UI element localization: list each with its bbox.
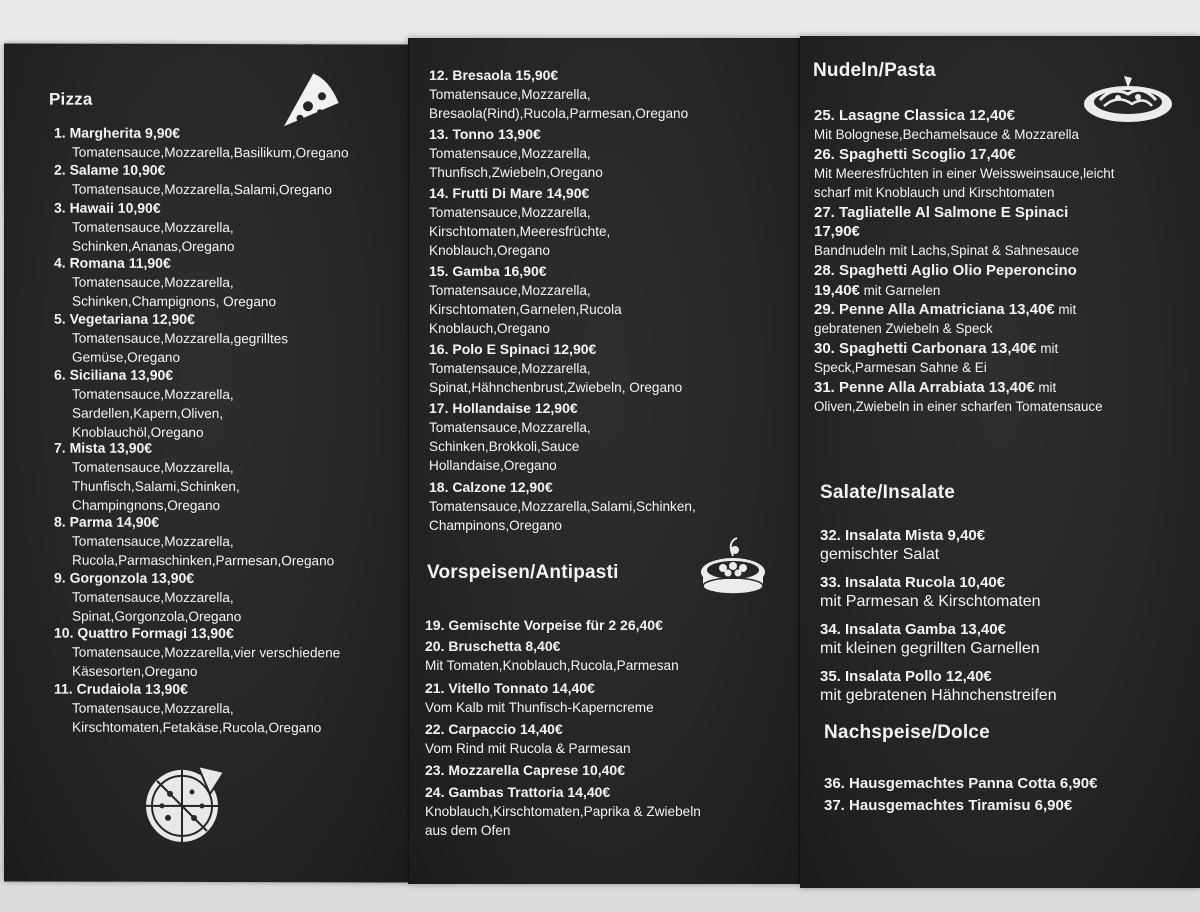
menu-item-description: Hollandaise,Oregano: [429, 458, 557, 474]
menu-item: [824, 774, 1097, 793]
menu-item: [429, 262, 622, 338]
menu-item: [814, 300, 1076, 338]
menu-item: [429, 399, 591, 475]
menu-item-description: Champingnons,Oregano: [72, 498, 221, 514]
menu-item-description: Sardellen,Kapern,Oliven,: [72, 405, 224, 421]
menu-item: [814, 145, 1114, 202]
menu-panel-middle: [408, 38, 800, 884]
menu-item: [814, 281, 940, 300]
menu-item: [814, 222, 1079, 260]
menu-item-title: 12. Bresaola 15,90€: [429, 67, 559, 83]
menu-item-description: Tomatensauce,Mozzarella,: [72, 460, 234, 476]
menu-item-description: Schinken,Brokkoli,Sauce: [429, 439, 580, 455]
menu-item-description: Champinons,Oregano: [429, 517, 562, 533]
menu-item-title: 16. Polo E Spinaci 12,90€: [429, 341, 597, 358]
menu-item-description: Tomatensauce,Mozzarella,: [72, 386, 234, 402]
menu-item: [814, 203, 1068, 222]
menu-item-note: mit Garnelen: [859, 282, 941, 298]
menu-item-description: Tomatensauce,Mozzarella,Salami,Schinken,: [429, 498, 696, 514]
menu-item: [54, 439, 240, 515]
menu-item-description: scharf mit Knoblauch und Kirschtomaten: [814, 184, 1055, 200]
menu-item-title: 18. Calzone 12,90€: [429, 478, 553, 495]
menu-item-title: 5. Vegetariana 12,90€: [54, 310, 195, 327]
menu-item-description: Tomatensauce,Mozzarella,Salami,Oregano: [72, 182, 332, 198]
menu-item-title: 31. Penne Alla Arrabiata 13,40€: [814, 378, 1035, 396]
menu-item-description: Tomatensauce,Mozzarella,: [72, 219, 234, 235]
menu-item-description: Speck,Parmesan Sahne & Ei: [814, 359, 987, 375]
menu-item-title: 9. Gorgonzola 13,90€: [54, 569, 195, 586]
menu-item-description: Vom Kalb mit Thunfisch-Kaperncreme: [425, 699, 654, 715]
menu-item: [54, 680, 321, 738]
menu-item-title: 13. Tonno 13,90€: [429, 125, 541, 142]
menu-item: [429, 125, 603, 182]
menu-item-title: 19,40€: [814, 281, 860, 299]
menu-item-description: Tomatensauce,Mozzarella,: [429, 283, 591, 298]
menu-item-note: mit: [1036, 340, 1059, 356]
menu-item-title: 14. Frutti Di Mare 14,90€: [429, 184, 590, 201]
cake-icon: [697, 532, 769, 596]
menu-item-description: gebratenen Zwiebeln & Speck: [814, 321, 993, 336]
menu-item-title: 29. Penne Alla Amatriciana 13,40€: [814, 301, 1055, 318]
menu-item-title: 4. Romana 11,90€: [54, 254, 171, 272]
menu-item-title: 2. Salame 10,90€: [54, 161, 166, 179]
menu-item: [425, 761, 625, 780]
menu-item: [820, 667, 1057, 705]
menu-item-description: Tomatensauce,Mozzarella,: [429, 361, 591, 377]
menu-item-description: Mit Bolognese,Bechamelsauce & Mozzarella: [814, 127, 1079, 142]
menu-item-title: 36. Hausgemachtes Panna Cotta 6,90€: [824, 775, 1098, 792]
menu-item-title: 15. Gamba 16,90€: [429, 263, 547, 279]
menu-item: [54, 365, 234, 441]
menu-item-title: 11. Crudaiola 13,90€: [54, 680, 188, 697]
menu-item-title: 37. Hausgemachtes Tiramisu 6,90€: [824, 796, 1073, 814]
section-title-pizza: Pizza: [49, 89, 93, 109]
menu-item-title: 21. Vitello Tonnato 14,40€: [425, 679, 595, 696]
menu-item: [54, 310, 288, 368]
section-title-salads: Salate/Insalate: [820, 482, 956, 503]
menu-item-description: Vom Rind mit Rucola & Parmesan: [425, 741, 631, 756]
menu-item-description: Thunfisch,Zwiebeln,Oregano: [429, 164, 603, 180]
menu-item-description: Tomatensauce,Mozzarella,gegrilltes: [72, 330, 289, 347]
menu-item-description: Mit Meeresfrüchten in einer Weissweinsauce,leicht: [814, 165, 1115, 181]
menu-item-description: Tomatensauce,Mozzarella,: [72, 700, 234, 717]
menu-item: [429, 478, 696, 535]
menu-item-title: 20. Bruschetta 8,40€: [425, 638, 561, 655]
menu-panel-right: [800, 36, 1200, 888]
menu-item-title: 22. Carpaccio 14,40€: [425, 721, 563, 737]
menu-item-description: Knoblauch,Kirschtomaten,Paprika & Zwiebeln: [425, 803, 701, 819]
menu-item-title: 17. Hollandaise 12,90€: [429, 400, 578, 417]
menu-item-title: 7. Mista 13,90€: [54, 439, 153, 457]
menu-item-description: mit Parmesan & Kirschtomaten: [820, 593, 1041, 610]
menu-item: [820, 526, 985, 564]
menu-item: [54, 624, 340, 682]
menu-item: [425, 679, 654, 717]
menu-item-description: Tomatensauce,Mozzarella,vier verschiedene: [72, 645, 341, 661]
menu-item-description: Knoblauch,Oregano: [429, 321, 550, 336]
section-title-pasta: Nudeln/Pasta: [813, 60, 936, 81]
menu-item-description: Spinat,Hähnchenbrust,Zwiebeln, Oregano: [429, 380, 683, 396]
menu-item: [54, 513, 334, 571]
menu-item-title: 6. Siciliana 13,90€: [54, 366, 174, 383]
menu-item: [814, 378, 1103, 416]
menu-item-description: Schinken,Ananas,Oregano: [72, 238, 235, 254]
menu-item: [425, 616, 663, 635]
menu-item-title: 35. Insalata Pollo 12,40€: [820, 668, 992, 685]
menu-item-title: 10. Quattro Formagi 13,90€: [54, 624, 234, 642]
menu-item: [820, 620, 1040, 658]
menu-item-description: Knoblauch,Oregano: [429, 242, 550, 258]
menu-item-description: mit gebratenen Hähnchenstreifen: [820, 687, 1057, 704]
menu-item-title: 23. Mozzarella Caprese 10,40€: [425, 762, 626, 779]
menu-item: [54, 161, 332, 200]
menu-item-title: 8. Parma 14,90€: [54, 513, 160, 531]
menu-item-title: 27. Tagliatelle Al Salmone E Spinaci: [814, 204, 1069, 221]
menu-item: [820, 573, 1041, 611]
menu-item-description: Tomatensauce,Mozzarella,: [429, 204, 591, 220]
menu-item-title: 34. Insalata Gamba 13,40€: [820, 621, 1006, 638]
menu-item-description: Knoblauchöl,Oregano: [72, 424, 204, 440]
menu-item-title: 30. Spaghetti Carbonara 13,40€: [814, 339, 1037, 357]
section-title-antipasti: Vorspeisen/Antipasti: [427, 562, 619, 583]
menu-item: [429, 66, 688, 123]
menu-item-description: mit kleinen gegrillten Garnellen: [820, 640, 1040, 657]
menu-item: [425, 783, 701, 840]
menu-item-description: Bandnudeln mit Lachs,Spinat & Sahnesauce: [814, 243, 1080, 259]
menu-item-title: 32. Insalata Mista 9,40€: [820, 527, 986, 544]
menu-item-title: 33. Insalata Rucola 10,40€: [820, 574, 1006, 591]
menu-panel-pizza: [4, 43, 408, 882]
menu-item: [429, 184, 610, 260]
menu-item-description: Kirschtomaten,Garnelen,Rucola: [429, 302, 622, 317]
menu-item-description: aus dem Ofen: [425, 822, 511, 838]
menu-item-description: Oliven,Zwiebeln in einer scharfen Tomatensauce: [814, 398, 1103, 414]
menu-item-description: Mit Tomaten,Knoblauch,Rucola,Parmesan: [425, 658, 679, 674]
whole-pizza-icon: [140, 760, 230, 844]
menu-item: [824, 796, 1072, 815]
menu-item: [54, 568, 241, 625]
menu-item-description: Schinken,Champignons, Oregano: [72, 294, 277, 310]
menu-item-title: 19. Gemischte Vorpeise für 2 26,40€: [425, 617, 663, 633]
menu-item: [814, 261, 1077, 280]
menu-item-title: 17,90€: [814, 223, 860, 241]
menu-item-description: Spinat,Gorgonzola,Oregano: [72, 608, 242, 624]
menu-item-description: Rucola,Parmaschinken,Parmesan,Oregano: [72, 552, 335, 569]
menu-item-description: Käsesorten,Oregano: [72, 664, 198, 680]
menu-item-description: Gemüse,Oregano: [72, 349, 181, 365]
menu-item-description: Tomatensauce,Mozzarella,: [429, 145, 591, 161]
menu-item-description: Bresaola(Rind),Rucola,Parmesan,Oregano: [429, 106, 689, 121]
menu-item-description: Thunfisch,Salami,Schinken,: [72, 479, 240, 495]
menu-item-title: 28. Spaghetti Aglio Olio Peperoncino: [814, 262, 1077, 280]
menu-item: [429, 340, 682, 397]
menu-item: [54, 198, 234, 255]
menu-item-description: Tomatensauce,Mozzarella,: [72, 589, 234, 605]
menu-item: [425, 637, 679, 675]
menu-item-description: Kirschtomaten,Fetakäse,Rucola,Oregano: [72, 719, 322, 736]
menu-item: [814, 339, 1058, 377]
menu-item-description: Tomatensauce,Mozzarella,: [72, 533, 234, 550]
menu-item-description: Tomatensauce,Mozzarella,: [72, 275, 234, 291]
menu-item-title: 26. Spaghetti Scoglio 17,40€: [814, 145, 1016, 163]
menu-item-note: mit: [1034, 379, 1057, 395]
menu-item-description: Tomatensauce,Mozzarella,: [429, 420, 591, 436]
menu-item: [425, 720, 631, 758]
menu-item: [54, 124, 349, 163]
menu-item-title: 24. Gambas Trattoria 14,40€: [425, 783, 611, 800]
pasta-plate-icon: [1078, 64, 1176, 128]
menu-item-description: Kirschtomaten,Meeresfrüchte,: [429, 223, 611, 239]
pizza-slice-icon: [280, 68, 344, 128]
menu-item-description: Tomatensauce,Mozzarella,Basilikum,Oregano: [72, 144, 349, 161]
menu-item-note: mit: [1054, 302, 1077, 317]
menu-item-title: 3. Hawaii 10,90€: [54, 199, 161, 216]
menu-item-description: Tomatensauce,Mozzarella,: [429, 87, 591, 102]
menu-item-title: 25. Lasagne Classica 12,40€: [814, 107, 1015, 124]
menu-item-title: 1. Margherita 9,90€: [54, 124, 181, 141]
menu-item: [54, 254, 276, 312]
menu-item: [814, 106, 1079, 144]
section-title-dessert: Nachspeise/Dolce: [824, 722, 990, 743]
menu-item-description: gemischter Salat: [820, 546, 940, 563]
